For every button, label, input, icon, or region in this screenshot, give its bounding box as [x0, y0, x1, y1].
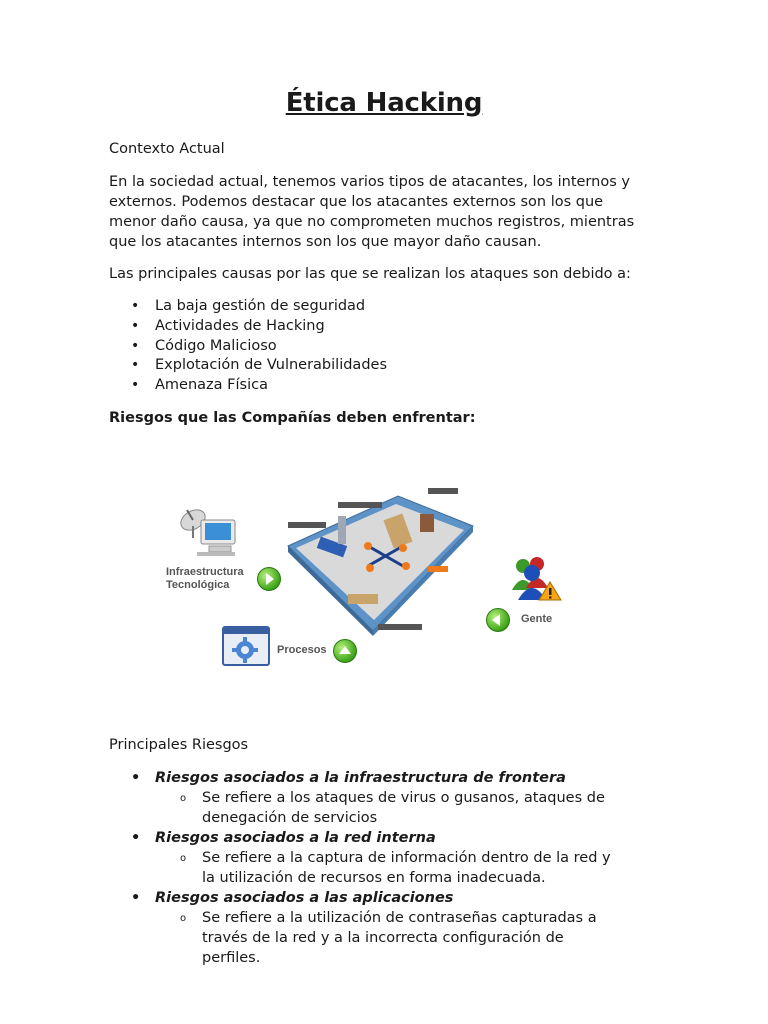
risk-description: o Se refiere a la captura de información dentro de la red y la utilización de recursos en forma inadecuada. [109, 848, 622, 888]
label-procesos: Procesos [277, 644, 327, 656]
risk-title: • Riesgos asociados a la infraestructura de frontera [109, 768, 649, 788]
arrow-left-icon [486, 608, 510, 632]
document-title: Ética Hacking [285, 88, 483, 118]
label-infraestructura: Infraestructura Tecnológica [166, 566, 244, 591]
paragraph-contexto: En la sociedad actual, tenemos varios tipos de atacantes, los internos y externos. Podemos destacar que los atacantes externos son los que menor daño causa, ya que no comprometen muchos registros, mientras que los atacantes internos son los que mayor daño causan. [109, 174, 635, 250]
risk-description: o Se refiere a la utilización de contraseñas capturadas a través de la red y a la incorrecta configuración de perfiles. [109, 908, 622, 968]
list-item: • Amenaza Física [109, 376, 387, 396]
causes-list [109, 297, 387, 396]
arrow-up-icon [333, 639, 357, 663]
risks-illustration [160, 478, 560, 678]
heading-riesgos-companias: Riesgos que las Compañías deben enfrentar: [109, 410, 476, 426]
heading-contexto: Contexto Actual [109, 141, 225, 157]
risk-title: • Riesgos asociados a las aplicaciones [109, 888, 649, 908]
users-warning-icon [510, 556, 562, 602]
office-floorplan-illustration [278, 486, 478, 636]
list-item: • Actividades de Hacking [109, 317, 387, 337]
label-gente: Gente [521, 613, 553, 625]
list-item: • La baja gestión de seguridad [109, 297, 387, 317]
list-item: • Explotación de Vulnerabilidades [109, 356, 387, 376]
satellite-monitor-icon [177, 506, 239, 558]
heading-principales-riesgos: Principales Riesgos [109, 737, 249, 753]
gear-window-icon [222, 626, 270, 666]
list-item: • Código Malicioso [109, 337, 387, 357]
paragraph-causas: Las principales causas por las que se realizan los ataques son debido a: [109, 266, 631, 282]
risks-list [109, 768, 649, 968]
risk-title: • Riesgos asociados a la red interna [109, 828, 649, 848]
risk-description: o Se refiere a los ataques de virus o gusanos, ataques de denegación de servicios [109, 788, 622, 828]
